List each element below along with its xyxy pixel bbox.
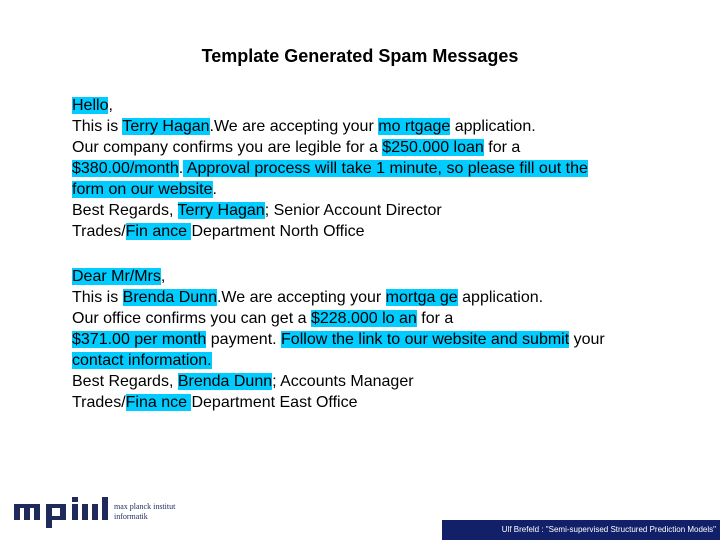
message-1-line-6: Best Regards, Terry Hagan; Senior Account Director [72, 202, 442, 219]
highlight-signer: Brenda Dunn [177, 373, 273, 390]
highlight-sender: Terry Hagan [122, 118, 210, 135]
message-1-line-1: Hello, [72, 97, 113, 114]
message-1-line-5: form on our website. [72, 181, 217, 198]
message-2-line-5 [72, 350, 682, 371]
highlight-greeting: Hello [72, 97, 109, 114]
message-1-line-2: This is Terry Hagan.We are accepting your mo rtgage application. [72, 118, 536, 135]
footer-bar [442, 520, 720, 540]
highlight-amount: $250.000 loan [382, 139, 484, 156]
footer-citation: Ulf Brefeld : "Semi-supervised Structured Prediction Models" [501, 525, 716, 534]
message-1-line-4: $380.00/month. Approval process will take 1 minute, so please fill out the [72, 160, 588, 177]
highlight-cta: Follow the link to our website and submit [281, 331, 570, 348]
highlight-sender: Brenda Dunn [122, 289, 217, 306]
highlight-cta-cont: form on our website [72, 181, 213, 198]
highlight-product: mortga ge [385, 289, 458, 306]
message-1-line-3: Our company confirms you are legible for a $250.000 loan for a [72, 139, 521, 156]
highlight-payment: $371.00 per month [72, 331, 207, 348]
logo-institute-name: max planck institut informatik [114, 502, 176, 521]
message-1-line-7: Trades/Fin ance Department North Office [72, 223, 365, 240]
message-2-line-3: Our office confirms you can get a $228.000 lo an for a [72, 310, 454, 327]
slide-title: Template Generated Spam Messages [201, 46, 519, 66]
message-2-line-4: $371.00 per month payment. Follow the link to our website and submit your [72, 331, 605, 348]
spam-message-2 [72, 266, 682, 413]
highlight-greeting: Dear Mr/Mrs [72, 268, 161, 285]
highlight-department: Fin ance [125, 223, 192, 240]
highlight-product: mo rtgage [378, 118, 451, 135]
highlight-department: Fina nce [125, 394, 192, 411]
highlight-amount: $228.000 lo an [310, 310, 417, 327]
message-2-line-7: Trades/Fina nce Department East Office [72, 394, 358, 411]
highlight-payment: $380.00/month [72, 160, 179, 177]
message-2-line-2: This is Brenda Dunn.We are accepting your mortga ge application. [72, 289, 544, 306]
message-2-line-1: Dear Mr/Mrs, [72, 268, 166, 285]
spam-message-1 [72, 95, 682, 242]
highlight-signer: Terry Hagan [177, 202, 265, 219]
highlight-cta-cont: contact information. [72, 352, 212, 369]
message-2-line-6: Best Regards, Brenda Dunn; Accounts Manager [72, 373, 414, 390]
highlight-cta: Approval process will take 1 minute, so please fill out the [183, 160, 588, 177]
